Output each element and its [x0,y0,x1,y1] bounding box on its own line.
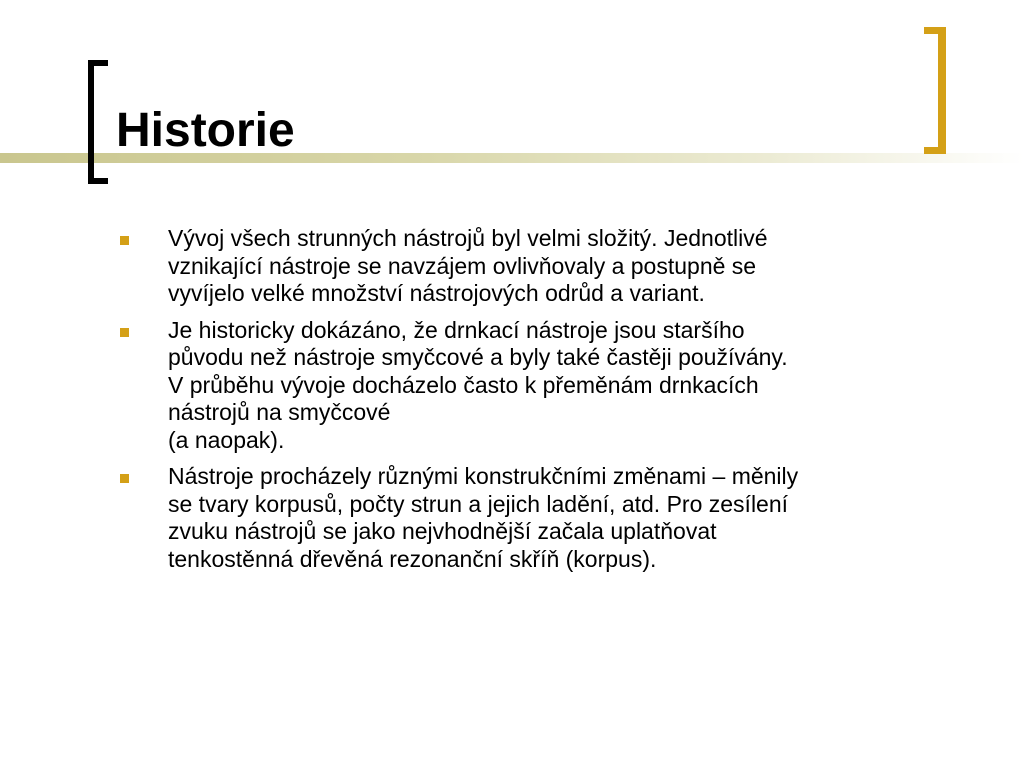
bullet-text [168,317,958,455]
square-bullet-icon [120,236,129,245]
bullet-line: nástrojů na smyčcové [168,399,391,425]
bullet-line: (a naopak). [168,426,285,453]
bullet-item [118,463,958,573]
bullet-line: původu než nástroje smyčcové a byly také častěji používány. [168,344,788,370]
bullet-line: vyvíjelo velké množství nástrojových odrůd a variant. [168,280,705,306]
bullet-list [118,225,958,582]
square-bullet-icon [120,328,129,337]
bullet-line: zvuku nástrojů se jako nejvhodnější začala uplatňovat [168,518,717,544]
bullet-line: V průběhu vývoje docházelo často k přeměnám drnkacích [168,371,759,398]
bullet-line: vznikající nástroje se navzájem ovlivňovaly a postupně se [168,252,757,279]
slide-title: Historie [116,104,295,157]
left-bracket-decoration [88,60,108,184]
bullet-item [118,225,958,308]
square-bullet-icon [120,474,129,483]
bullet-line: se tvary korpusů, počty strun a jejich ladění, atd. Pro zesílení [168,490,789,517]
bullet-text [168,225,958,308]
right-bracket-decoration [924,27,946,154]
bullet-item [118,317,958,455]
bullet-line: Je historicky dokázáno, že drnkací nástroje jsou staršího [168,316,745,343]
bullet-line: Vývoj všech strunných nástrojů byl velmi složitý. Jednotlivé [168,225,768,251]
bullet-line: tenkostěnná dřevěná rezonanční skříň (korpus). [168,545,657,572]
bullet-text [168,463,958,573]
bullet-line: Nástroje procházely různými konstrukčními změnami – měnily [168,463,799,489]
